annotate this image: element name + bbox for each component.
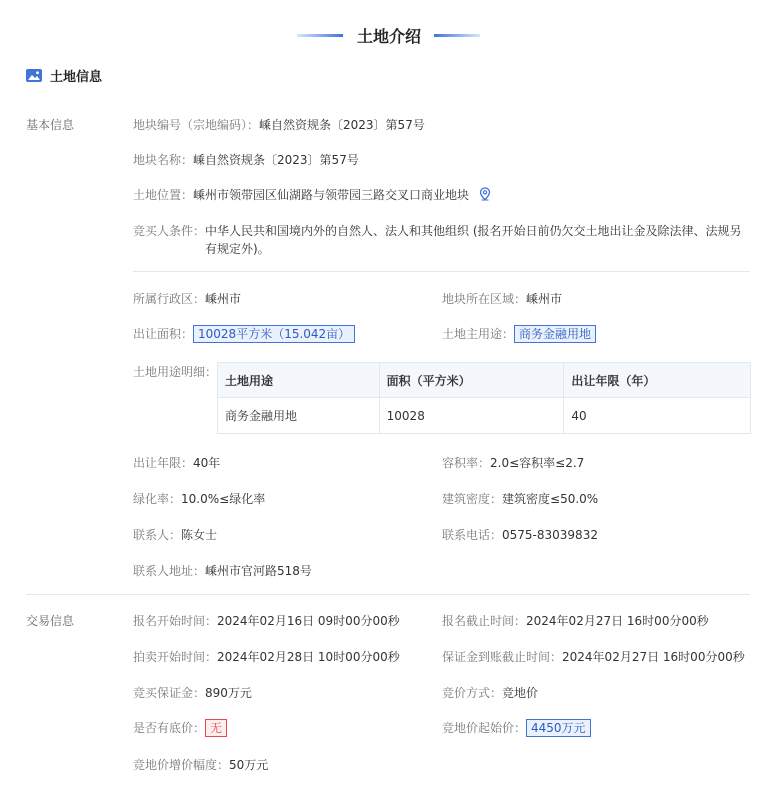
field-label: 联系电话： xyxy=(442,528,503,542)
trade-info-label: 交易信息 xyxy=(26,614,75,628)
section-title-text: 土地信息 xyxy=(50,69,103,85)
field-label: 地块编号（宗地编码）： xyxy=(133,118,260,132)
field-label: 报名开始时间： xyxy=(133,614,218,628)
field-value: 陈女士 xyxy=(181,528,218,542)
field-value: 有规定外)。 xyxy=(205,242,270,256)
field-label: 建筑密度： xyxy=(442,492,503,506)
divider xyxy=(26,594,750,595)
use-detail-label xyxy=(133,363,217,380)
table-cell: 40 xyxy=(564,398,751,434)
area-field xyxy=(133,325,355,343)
field-value: 2024年02月16日 09时00分00秒 xyxy=(217,614,400,628)
main-use-tag: 商务金融用地 xyxy=(514,325,596,343)
field-value: 建筑密度≤50.0% xyxy=(502,492,599,506)
field-label: 容积率： xyxy=(442,456,491,470)
buyer-condition-field xyxy=(133,222,742,239)
reg-start-field xyxy=(133,612,400,629)
contact-field xyxy=(133,526,217,543)
field-label: 报名截止时间： xyxy=(442,614,527,628)
field-value: 890万元 xyxy=(205,686,252,700)
land-use-table xyxy=(217,362,751,434)
area-tag: 10028平方米（15.042亩） xyxy=(193,325,355,343)
field-value: 2.0≤容积率≤2.7 xyxy=(490,456,585,470)
field-label: 竞价方式： xyxy=(442,686,503,700)
field-label: 竞买人条件： xyxy=(133,224,206,238)
field-value: 中华人民共和国境内外的自然人、法人和其他组织 (报名开始日前仍欠交土地出让金及除法律、法规另 xyxy=(205,224,742,238)
field-value: 0575-83039832 xyxy=(502,528,598,542)
field-label: 拍卖开始时间： xyxy=(133,650,218,664)
field-label: 竞地价起始价： xyxy=(442,721,527,735)
table-header-cell: 面积（平方米） xyxy=(379,363,564,398)
green-field xyxy=(133,490,265,507)
field-label: 绿化率： xyxy=(133,492,182,506)
field-value: 2024年02月27日 16时00分00秒 xyxy=(526,614,709,628)
address-field xyxy=(133,562,312,579)
field-label: 出让面积： xyxy=(133,327,194,341)
field-label: 土地位置： xyxy=(133,188,194,202)
deposit-field xyxy=(133,684,252,701)
main-use-field xyxy=(442,325,596,343)
field-value: 嵊自然资规条〔2023〕第57号 xyxy=(259,118,425,132)
field-value: 2024年02月28日 10时00分00秒 xyxy=(217,650,400,664)
table-header-row xyxy=(218,363,751,398)
field-value: 50万元 xyxy=(229,758,269,772)
field-label: 土地主用途： xyxy=(442,327,515,341)
field-value: 嵊州市领带园区仙湖路与领带园三路交叉口商业地块 xyxy=(193,188,470,202)
section-title xyxy=(26,65,102,85)
reg-end-field xyxy=(442,612,709,629)
field-value: 竞地价 xyxy=(502,686,539,700)
image-icon xyxy=(26,69,42,82)
table-cell: 10028 xyxy=(379,398,564,434)
basic-info-label: 基本信息 xyxy=(26,118,75,132)
far-field xyxy=(442,454,584,471)
phone-field xyxy=(442,526,598,543)
field-value: 嵊州市官河路518号 xyxy=(205,564,312,578)
field-value: 40年 xyxy=(193,456,221,470)
field-label: 地块所在区域： xyxy=(442,292,527,306)
field-label: 联系人： xyxy=(133,528,182,542)
page-title: 土地介绍 xyxy=(356,27,421,46)
buyer-condition-continued xyxy=(205,240,270,257)
map-pin-icon[interactable] xyxy=(479,187,491,204)
field-value: 10.0%≤绿化率 xyxy=(181,492,266,506)
field-label: 保证金到账截止时间： xyxy=(442,650,563,664)
field-label: 竞买保证金： xyxy=(133,686,206,700)
region-field xyxy=(442,290,562,307)
field-label: 所属行政区： xyxy=(133,292,206,306)
increment-field xyxy=(133,756,268,773)
page-header xyxy=(0,20,778,50)
field-label: 是否有底价： xyxy=(133,721,206,735)
district-field xyxy=(133,290,241,307)
table-header-cell: 出让年限（年） xyxy=(564,363,751,398)
table-header-cell: 土地用途 xyxy=(218,363,380,398)
header-decoration-right xyxy=(434,34,480,37)
bid-method-field xyxy=(442,684,538,701)
start-price-field xyxy=(442,719,591,737)
plot-number-field xyxy=(133,116,425,133)
field-label: 竞地价增价幅度： xyxy=(133,758,230,772)
auction-start-field xyxy=(133,648,400,665)
plot-name-field xyxy=(133,151,359,168)
deposit-deadline-field xyxy=(442,648,745,665)
term-field xyxy=(133,454,220,471)
field-value: 嵊州市 xyxy=(526,292,563,306)
field-label: 联系人地址： xyxy=(133,564,206,578)
field-value: 2024年02月27日 16时00分00秒 xyxy=(562,650,745,664)
reserve-price-field xyxy=(133,719,227,737)
field-label: 出让年限： xyxy=(133,456,194,470)
start-price-tag: 4450万元 xyxy=(526,719,591,737)
field-value: 嵊州市 xyxy=(205,292,242,306)
header-decoration-left xyxy=(297,34,343,37)
table-cell: 商务金融用地 xyxy=(218,398,380,434)
location-field xyxy=(133,186,491,204)
reserve-price-tag: 无 xyxy=(205,719,227,737)
field-value: 嵊自然资规条〔2023〕第57号 xyxy=(193,153,359,167)
field-label: 地块名称： xyxy=(133,153,194,167)
divider xyxy=(133,271,750,272)
field-label: 土地用途明细： xyxy=(133,365,218,379)
density-field xyxy=(442,490,598,507)
table-row xyxy=(218,398,751,434)
